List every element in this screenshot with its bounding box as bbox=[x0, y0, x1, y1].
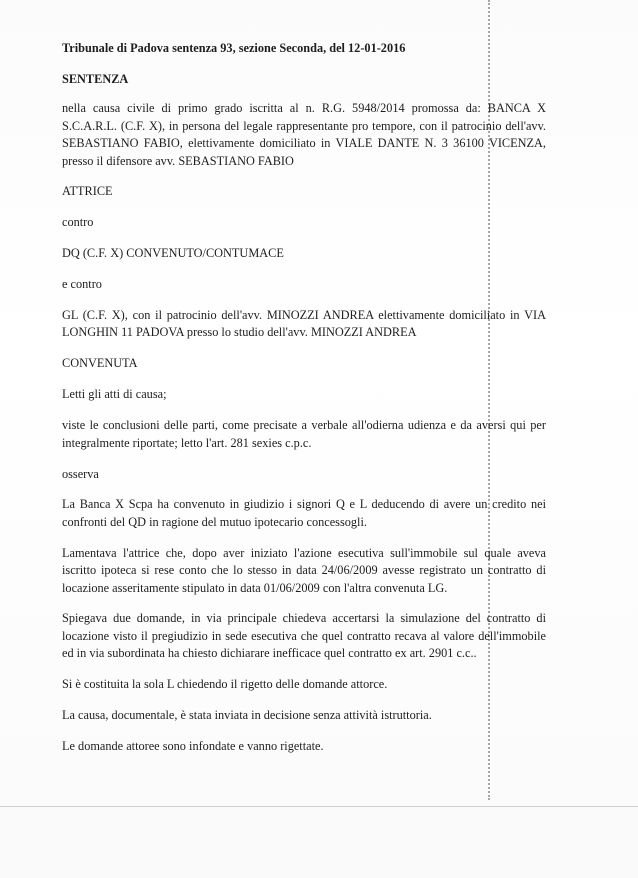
paragraph-causa: La causa, documentale, è stata inviata in decisione senza attività istruttoria. bbox=[62, 708, 432, 723]
paragraph-e-contro: e contro bbox=[62, 277, 102, 292]
paragraph-costituita: Si è costituita la sola L chiedendo il rigetto delle domande attorce. bbox=[62, 677, 388, 692]
page-bottom-edge bbox=[0, 806, 638, 807]
paragraph-letti: Letti gli atti di causa; bbox=[62, 387, 167, 402]
paragraph-viste: viste le conclusioni delle parti, come precisate a verbale all'odierna udienza e da aversi qui per integralmente riportate; letto l'art. 281 sexies c.p.c. bbox=[62, 418, 546, 450]
paragraph-banca: La Banca X Scpa ha convenuto in giudizio i signori Q e L deducendo di avere un credito nei confronti del QD in ragione del mutuo ipotecario concessogli. bbox=[62, 497, 546, 529]
paragraph-spiegava: Spiegava due domande, in via principale chiedeva accertarsi la simulazione del contratto di locazione visto il pregiudizio in sede esecutiva che quel contratto recava al valore dell'immobile ed in via subordinata ha chiesto dichiarare inefficace quel contratto ex art. 2901 c.c.. bbox=[62, 611, 546, 661]
paragraph-convenuto: DQ (C.F. X) CONVENUTO/CONTUMACE bbox=[62, 246, 284, 261]
paragraph-domande: Le domande attoree sono infondate e vanno rigettate. bbox=[62, 738, 324, 753]
paragraph-contro: contro bbox=[62, 215, 94, 230]
paragraph-parties: nella causa civile di primo grado iscritta al n. R.G. 5948/2014 promossa da: BANCA X S.C.A.R.L. (C.F. X), in persona del legale rappresentante pro tempore, con il patrocinio dell'avv. SEBASTIANO FABIO, elettivamente domiciliato in VIALE DANTE N. 3 36100 VICENZA, presso il difensore avv. SEBASTIANO FABIO bbox=[62, 101, 546, 168]
paragraph-gl: GL (C.F. X), con il patrocinio dell'avv. MINOZZI ANDREA elettivamente domiciliato in VIA LONGHIN 11 PADOVA presso lo studio dell'avv. MINOZZI ANDREA bbox=[62, 308, 546, 340]
paragraph-convenuta: CONVENUTA bbox=[62, 356, 138, 371]
paragraph-attrice: ATTRICE bbox=[62, 184, 113, 199]
paragraph-lamentava: Lamentava l'attrice che, dopo aver iniziato l'azione esecutiva sull'immobile sul quale aveva iscritto ipoteca si rese conto che lo stesso in data 24/06/2009 avesse registrato un contratto di locazione asseritamente stipulato in data 01/06/2009 con l'altra convenuta LG. bbox=[62, 545, 546, 595]
document-body bbox=[62, 40, 546, 769]
paragraph-osserva: osserva bbox=[62, 466, 99, 481]
document-title: Tribunale di Padova sentenza 93, sezione Seconda, del 12-01-2016 bbox=[62, 41, 406, 55]
document-heading: SENTENZA bbox=[62, 71, 129, 86]
